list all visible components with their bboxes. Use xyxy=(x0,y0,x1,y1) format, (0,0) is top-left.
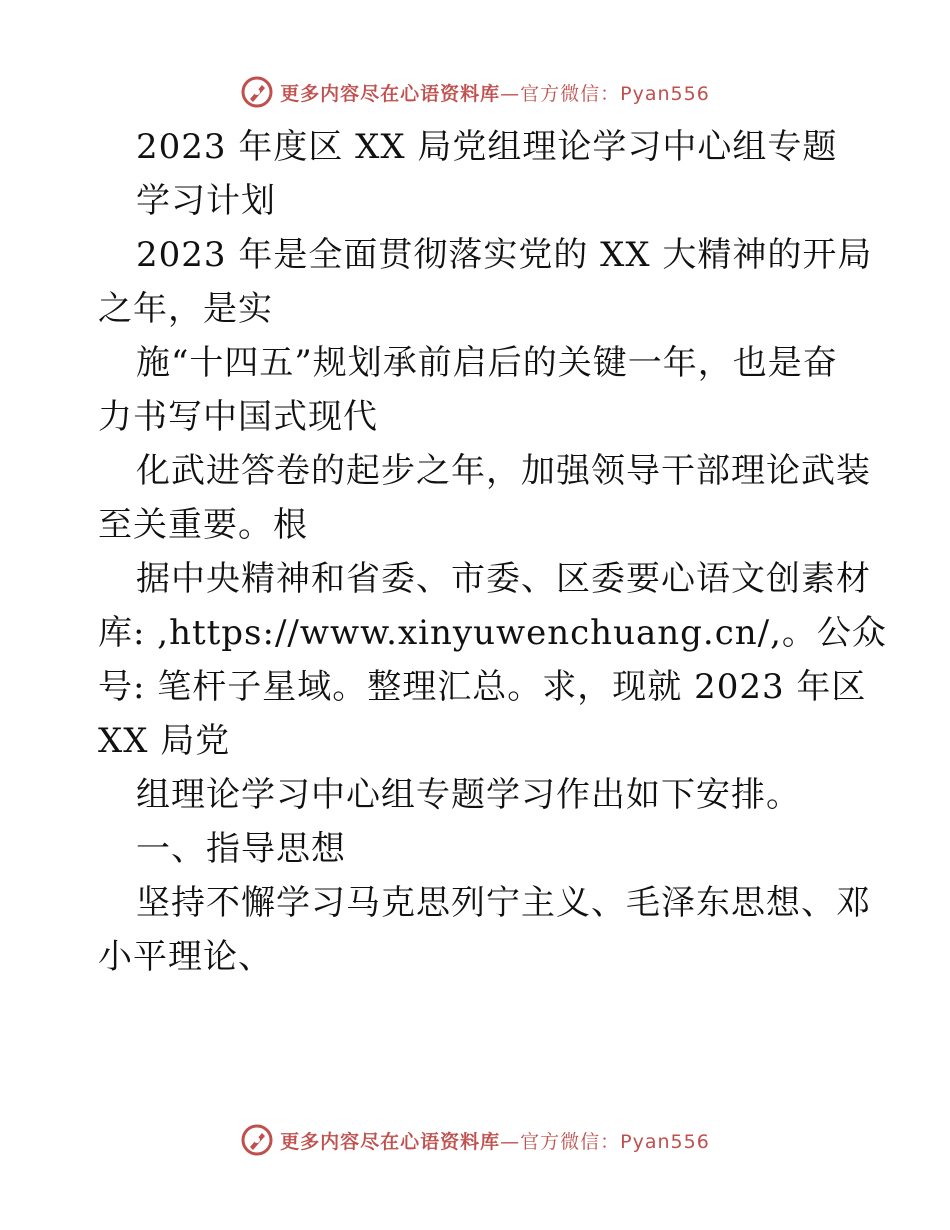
paragraph-line: 力书写中国式现代 xyxy=(98,397,378,437)
watermark-separator: — xyxy=(500,82,521,105)
paragraph-line: 之年，是实 xyxy=(98,289,273,329)
watermark-contact: 官方微信：Pyan556 xyxy=(520,1130,710,1153)
paragraph-line: 据中央精神和省委、市委、区委要心语文创素材 xyxy=(136,559,871,599)
paragraph-line: 小平理论、 xyxy=(98,937,273,977)
paragraph-line: 坚持不懈学习马克思列宁主义、毛泽东思想、邓 xyxy=(136,883,871,923)
doc-title-line-2: 学习计划 xyxy=(136,181,276,221)
document-body xyxy=(98,120,887,984)
watermark-brand: 更多内容尽在心语资料库 xyxy=(280,82,501,105)
watermark-brand: 更多内容尽在心语资料库 xyxy=(280,1130,501,1153)
paragraph-line: 施“十四五”规划承前启后的关键一年，也是奋 xyxy=(136,343,838,383)
watermark-footer xyxy=(0,1120,950,1160)
pen-circle-logo-icon xyxy=(240,75,274,109)
paragraph-line: 组理论学习中心组专题学习作出如下安排。 xyxy=(136,775,801,815)
watermark-text xyxy=(280,1127,710,1154)
pen-circle-logo-icon xyxy=(240,1123,274,1157)
watermark-text xyxy=(280,79,710,106)
paragraph-line: XX 局党 xyxy=(98,721,231,761)
doc-title-line-1: 2023 年度区 XX 局党组理论学习中心组专题 xyxy=(136,127,838,167)
paragraph-line: 2023 年是全面贯彻落实党的 XX 大精神的开局 xyxy=(136,235,873,275)
paragraph-line: 库: ,https://www.xinyuwenchuang.cn/,。公众 xyxy=(98,613,887,653)
watermark-separator: — xyxy=(500,1130,521,1153)
watermark-contact: 官方微信：Pyan556 xyxy=(520,82,710,105)
paragraph-line: 号: 笔杆子星域。整理汇总。求，现就 2023 年区 xyxy=(98,667,867,707)
watermark-header xyxy=(0,72,950,112)
paragraph-line: 至关重要。根 xyxy=(98,505,308,545)
paragraph-line: 化武进答卷的起步之年，加强领导干部理论武装 xyxy=(136,451,871,491)
section-heading: 一、指导思想 xyxy=(136,829,346,869)
